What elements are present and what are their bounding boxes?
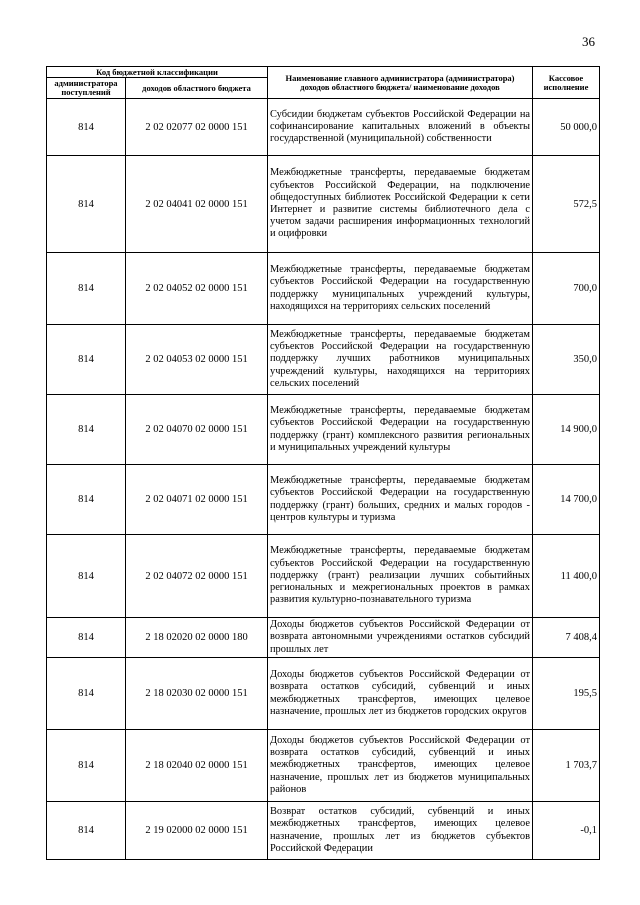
table-row	[47, 156, 600, 253]
admin-code-cell: 814	[47, 535, 126, 618]
table-row	[47, 99, 600, 156]
income-code-cell: 2 02 04052 02 0000 151	[126, 253, 268, 325]
cash-execution-cell: 1 703,7	[533, 730, 600, 802]
page-number: 36	[582, 34, 595, 49]
income-code-cell: 2 18 02030 02 0000 151	[126, 658, 268, 730]
cash-execution-cell: 7 408,4	[533, 618, 600, 658]
admin-code-cell: 814	[47, 99, 126, 156]
table-row	[47, 253, 600, 325]
income-name-cell: Доходы бюджетов субъектов Российской Федерации от возврата остатков субсидий, субвенций и иных межбюджетных трансфертов, имеющих целевое назначение, прошлых лет из бюджетов муниципальных районов	[268, 730, 533, 802]
cash-execution-cell: 14 900,0	[533, 395, 600, 465]
admin-code-cell: 814	[47, 658, 126, 730]
cash-execution-cell: 195,5	[533, 658, 600, 730]
cash-execution-cell: 14 700,0	[533, 465, 600, 535]
admin-code-cell: 814	[47, 395, 126, 465]
income-code-cell: 2 02 04070 02 0000 151	[126, 395, 268, 465]
budget-revenue-table	[46, 66, 600, 860]
admin-code-cell: 814	[47, 618, 126, 658]
income-name-cell: Межбюджетные трансферты, передаваемые бюджетам субъектов Российской Федерации на государственную поддержку (грант) больших, средних и малых городов - центров культуры и туризма	[268, 465, 533, 535]
income-name-cell: Межбюджетные трансферты, передаваемые бюджетам субъектов Российской Федерации, на подключение общедоступных библиотек Российской Федерации к сети Интернет и развитие системы библиотечного дела с учетом задачи расширения информационных технологий и оцифровки	[268, 156, 533, 253]
income-code-cell: 2 02 04053 02 0000 151	[126, 325, 268, 395]
income-name-cell: Субсидии бюджетам субъектов Российской Федерации на софинансирование капитальных вложений в объекты государственной (муниципальной) собственности	[268, 99, 533, 156]
admin-code-cell: 814	[47, 730, 126, 802]
income-code-cell: 2 19 02000 02 0000 151	[126, 802, 268, 860]
table-row	[47, 658, 600, 730]
income-name-cell: Доходы бюджетов субъектов Российской Федерации от возврата остатков субсидий, субвенций и иных межбюджетных трансфертов, имеющих целевое назначение, прошлых лет из бюджетов городских округов	[268, 658, 533, 730]
income-code-cell: 2 02 04071 02 0000 151	[126, 465, 268, 535]
admin-code-cell: 814	[47, 253, 126, 325]
income-name-cell: Межбюджетные трансферты, передаваемые бюджетам субъектов Российской Федерации на государственную поддержку лучших работников муниципальных учреждений культуры, находящихся на территориях сельских поселений	[268, 325, 533, 395]
income-name-cell: Возврат остатков субсидий, субвенций и иных межбюджетных трансфертов, имеющих целевое назначение, прошлых лет из бюджетов субъектов Российской Федерации	[268, 802, 533, 860]
cash-execution-cell: 572,5	[533, 156, 600, 253]
income-code-cell: 2 18 02020 02 0000 180	[126, 618, 268, 658]
table-row	[47, 395, 600, 465]
income-name-cell: Межбюджетные трансферты, передаваемые бюджетам субъектов Российской Федерации на государственную поддержку (грант) комплексного развития региональных и муниципальных учреждений культуры	[268, 395, 533, 465]
admin-code-cell: 814	[47, 325, 126, 395]
cash-execution-cell: 50 000,0	[533, 99, 600, 156]
header-income-code: доходов областного бюджета	[126, 78, 268, 99]
table-row	[47, 325, 600, 395]
table-row	[47, 618, 600, 658]
header-admin-code: администратора поступлений	[47, 78, 126, 99]
income-code-cell: 2 02 02077 02 0000 151	[126, 99, 268, 156]
header-classification-code: Код бюджетной классификации	[47, 67, 268, 78]
income-code-cell: 2 02 04072 02 0000 151	[126, 535, 268, 618]
income-code-cell: 2 02 04041 02 0000 151	[126, 156, 268, 253]
table-row	[47, 802, 600, 860]
income-name-cell: Межбюджетные трансферты, передаваемые бюджетам субъектов Российской Федерации на государственную поддержку муниципальных учреждений культуры, находящихся на территориях сельских поселений	[268, 253, 533, 325]
income-name-cell: Межбюджетные трансферты, передаваемые бюджетам субъектов Российской Федерации на государственную поддержку (грант) реализации лучших событийных региональных и межрегиональных проектов в рамках развития культурно-познавательного туризма	[268, 535, 533, 618]
cash-execution-cell: 350,0	[533, 325, 600, 395]
cash-execution-cell: -0,1	[533, 802, 600, 860]
admin-code-cell: 814	[47, 465, 126, 535]
cash-execution-cell: 700,0	[533, 253, 600, 325]
table-row	[47, 730, 600, 802]
table-row	[47, 465, 600, 535]
income-code-cell: 2 18 02040 02 0000 151	[126, 730, 268, 802]
income-name-cell: Доходы бюджетов субъектов Российской Федерации от возврата автономными учреждениями остатков субсидий прошлых лет	[268, 618, 533, 658]
cash-execution-cell: 11 400,0	[533, 535, 600, 618]
admin-code-cell: 814	[47, 156, 126, 253]
table-row	[47, 535, 600, 618]
header-cash-execution: Кассовое исполнение	[533, 67, 600, 99]
header-name: Наименование главного администратора (администратора) доходов областного бюджета/ наименование доходов	[268, 67, 533, 99]
admin-code-cell: 814	[47, 802, 126, 860]
